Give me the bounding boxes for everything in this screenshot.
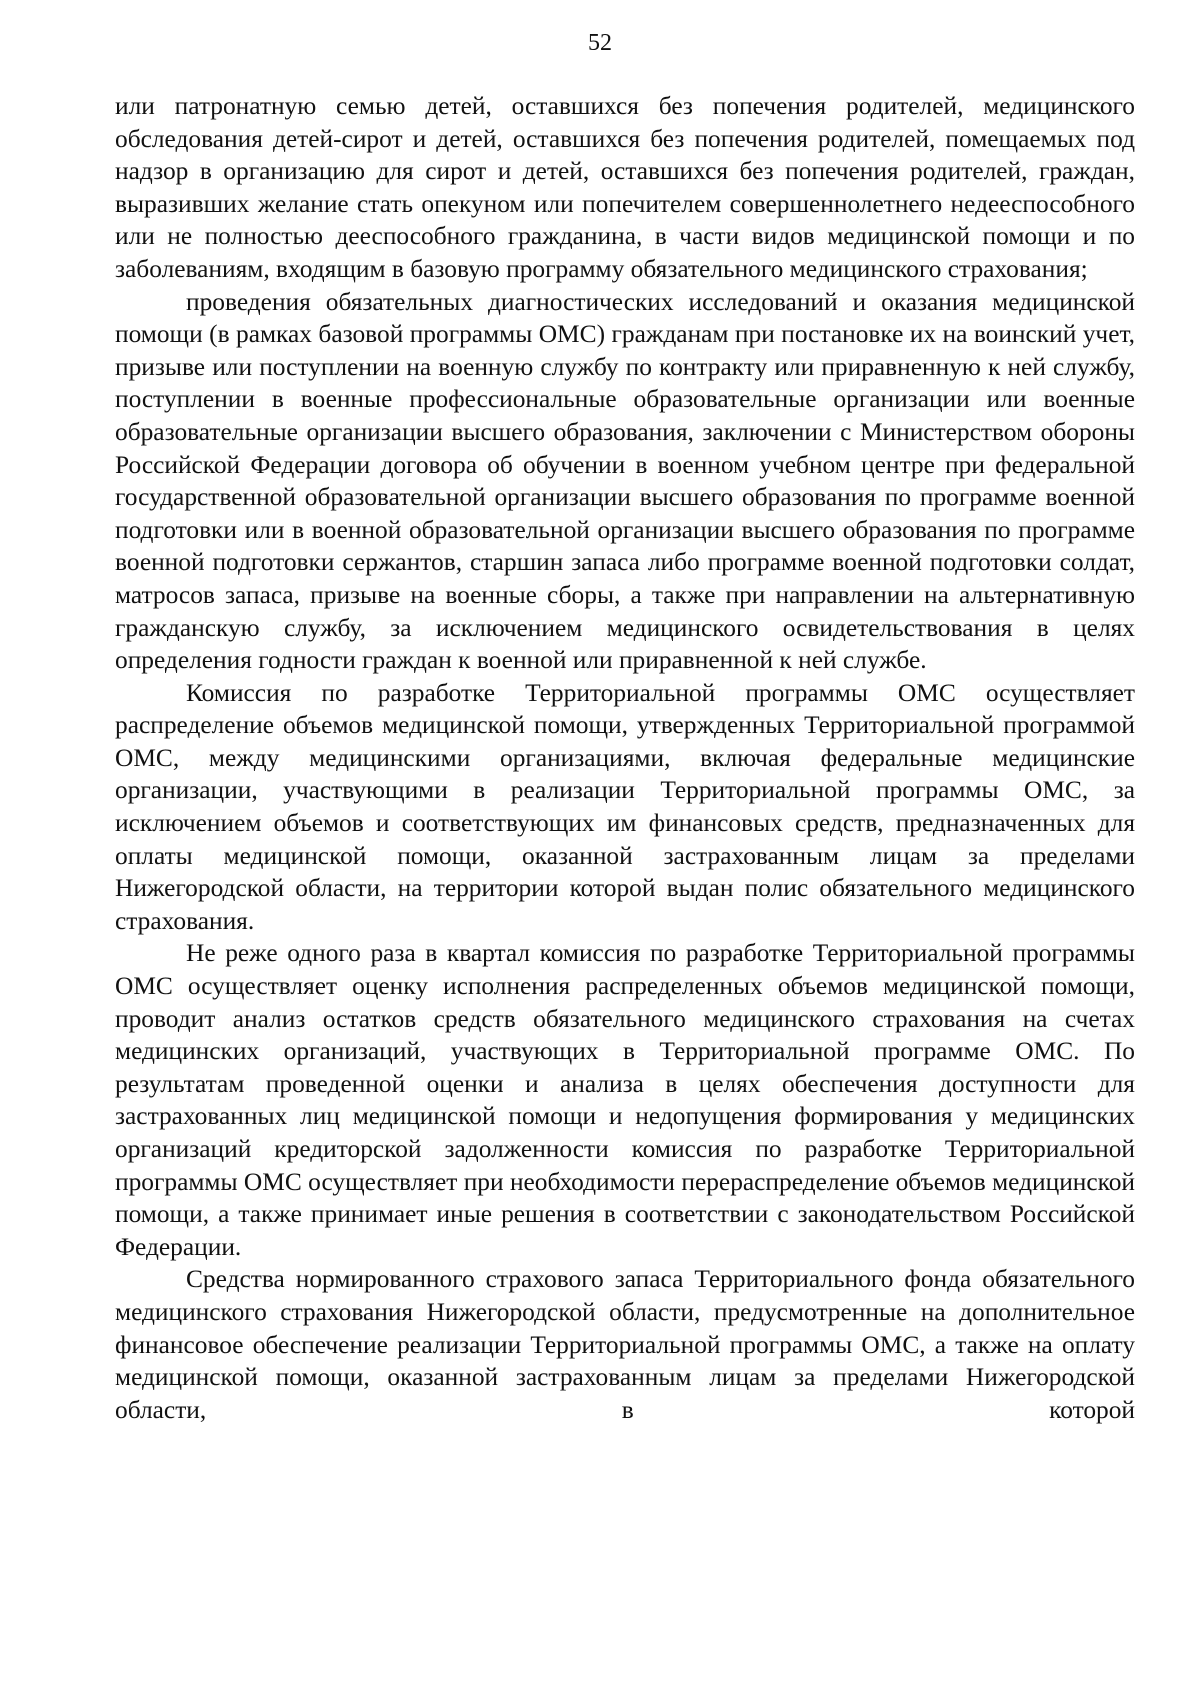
paragraph-insurance-reserve: Средства нормированного страхового запаса Территориального фонда обязательного медицинского страхования Нижегородской области, предусмотренные на дополнительное финансовое обеспечение реализации Территориальной программы ОМС, а также на оплату медицинской помощи, оказанной застрахованным лицам за пределами Нижегородской области, в которой xyxy=(115,1265,1135,1424)
paragraph-quarterly-assessment: Не реже одного раза в квартал комиссия по разработке Территориальной программы ОМС осуществляет оценку исполнения распределенных объемов медицинской помощи, проводит анализ остатков средств обязательного медицинского страхования на счетах медицинских организаций, участвующих в Территориальной программе ОМС. По результатам проведенной оценки и анализа в целях обеспечения доступности для застрахованных лиц медицинской помощи и недопущения формирования у медицинских организаций кредиторской задолженности комиссия по разработке Территориальной программы ОМС осуществляет при необходимости перераспределение объемов медицинской помощи, а также принимает иные решения в соответствии с законодательством Российской Федерации. xyxy=(115,939,1135,1261)
paragraph-military-examinations: проведения обязательных диагностических исследований и оказания медицинской помощи (в рамках базовой программы ОМС) гражданам при постановке их на воинский учет, призыве или поступлении на военную службу по контракту или приравненную к ней службу, поступлении в военные профессиональные образовательные организации или военные образовательные организации высшего образования, заключении с Министерством обороны Российской Федерации договора об обучении в военном учебном центре при федеральной государственной образовательной организации высшего образования по программе военной подготовки или в военной образовательной организации высшего образования по программе военной подготовки сержантов, старшин запаса либо программе военной подготовки солдат, матросов запаса, призыве на военные сборы, а также при направлении на альтернативную гражданскую службу, за исключением медицинского освидетельствования в целях определения годности граждан к военной или приравненной к ней службе. xyxy=(115,287,1135,675)
paragraph-commission-distribution: Комиссия по разработке Территориальной программы ОМС осуществляет распределение объемов медицинской помощи, утвержденных Территориальной программой ОМС, между медицинскими организациями, включая федеральные медицинские организации, участвующими в реализации Территориальной программы ОМС, за исключением объемов и соответствующих им финансовых средств, предназначенных для оплаты медицинской помощи, оказанной застрахованным лицам за пределами Нижегородской области, на территории которой выдан полис обязательного медицинского страхования. xyxy=(115,678,1135,935)
document-body xyxy=(115,90,1135,1426)
paragraph-continuation: или патронатную семью детей, оставшихся без попечения родителей, медицинского обследования детей-сирот и детей, оставшихся без попечения родителей, помещаемых под надзор в организацию для сирот и детей, оставшихся без попечения родителей, граждан, выразивших желание стать опекуном или попечителем совершеннолетнего недееспособного или не полностью дееспособного гражданина, в части видов медицинской помощи и по заболеваниям, входящим в базовую программу обязательного медицинского страхования; xyxy=(115,92,1135,283)
page-number: 52 xyxy=(588,30,612,56)
